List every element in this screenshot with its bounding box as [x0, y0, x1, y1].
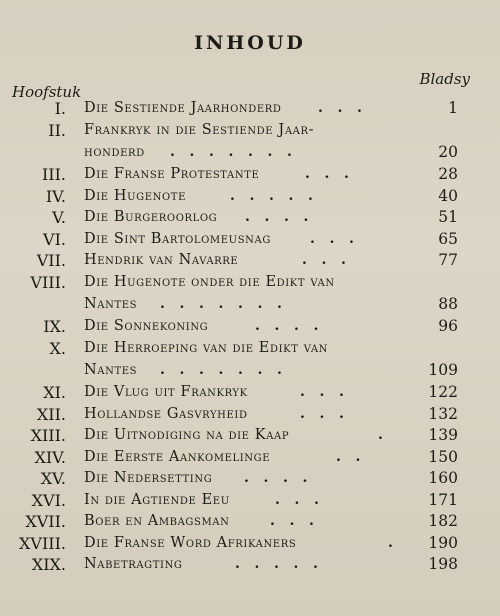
dot-leader: . . . . . . . [170, 144, 292, 160]
page-number: 132 [428, 404, 458, 423]
chapter-number: XVII. [25, 512, 66, 531]
toc-entry [0, 316, 500, 338]
toc-entry-continuation [0, 293, 500, 316]
toc-entry [0, 447, 500, 469]
chapter-title: Hollandse Gasvryheid [84, 405, 248, 422]
chapter-number: II. [48, 120, 66, 140]
dot-leader: . . . [310, 230, 354, 247]
page-number: 109 [428, 361, 458, 379]
chapter-title: In die Agtiende Eeu [84, 491, 230, 508]
toc-entry-continuation [0, 359, 500, 382]
chapter-number: XV. [40, 469, 66, 488]
dot-leader: . . . [300, 384, 344, 400]
toc-entry [0, 207, 500, 229]
page-number: 51 [438, 208, 458, 226]
chapter-title: Die Franse Word Afrikaners [84, 534, 297, 551]
chapter-number: XVI. [31, 490, 66, 510]
chapter-number: VIII. [30, 272, 66, 292]
dot-leader: . . . . . . . [160, 362, 282, 378]
chapter-number: III. [41, 165, 66, 184]
chapter-number: X. [49, 338, 66, 358]
dot-leader: . [388, 534, 393, 551]
dot-leader: . . . [305, 166, 349, 182]
toc-entry [0, 533, 500, 555]
chapter-number: XIV. [34, 447, 66, 467]
chapter-title: Die Sonnekoning [84, 318, 209, 334]
chapter-number: V. [52, 208, 66, 227]
toc-entry [0, 468, 500, 490]
toc-entry [0, 120, 500, 142]
toc-entry [0, 425, 500, 447]
chapter-number: IV. [45, 186, 66, 206]
chapter-title: Die Uitnodiging na die Kaap [84, 427, 290, 443]
toc-entry [0, 272, 500, 294]
chapter-title: Die Hugenote [84, 187, 186, 204]
dot-leader: . . . [275, 491, 319, 508]
chapter-title: Die Burgeroorlog [84, 209, 218, 225]
page-column-header: Bladsy [419, 70, 470, 88]
chapter-title: Die Franse Protestante [84, 166, 260, 182]
chapter-title-continuation: honderd [84, 144, 145, 160]
toc-entry [0, 338, 500, 360]
chapter-title: Die Herroeping van die Edikt van [84, 339, 329, 356]
chapter-title: Die Vlug uit Frankryk [84, 384, 248, 400]
chapter-title-continuation: Nantes [84, 296, 138, 312]
toc-entry [0, 250, 500, 272]
page-number: 198 [428, 555, 458, 573]
page-number: 20 [438, 143, 458, 161]
chapter-title: Frankryk in die Sestiende Jaar- [84, 121, 315, 138]
page-number: 139 [428, 426, 458, 444]
chapter-number: I. [54, 99, 66, 118]
chapter-title: Die Eerste Aankomelinge [84, 448, 271, 465]
chapter-number: VI. [43, 229, 66, 249]
dot-leader: . . [336, 448, 361, 465]
chapter-title: Boer en Ambagsman [84, 513, 230, 529]
page-number: 77 [438, 251, 458, 269]
dot-leader: . . . [300, 405, 344, 422]
toc-entry-continuation [0, 141, 500, 164]
chapter-title: Die Nedersetting [84, 470, 213, 486]
dot-leader: . . . [302, 252, 346, 268]
dot-leader: . [378, 427, 383, 443]
page-number: 182 [428, 512, 458, 530]
page-number: 122 [428, 383, 458, 401]
page-number: 150 [428, 447, 458, 466]
table-of-contents [0, 98, 500, 576]
chapter-title: Die Hugenote onder die Edikt van [84, 273, 335, 290]
page-number: 1 [448, 99, 458, 117]
chapter-number: XII. [36, 404, 66, 424]
chapter-number: IX. [43, 317, 66, 336]
toc-entry [0, 229, 500, 251]
dot-leader: . . . . [245, 209, 309, 225]
dot-leader: . . . [318, 100, 362, 116]
page-number: 160 [428, 469, 458, 487]
toc-entry [0, 164, 500, 186]
page-number: 190 [428, 533, 458, 552]
chapter-column-header: Hoofstuk [12, 83, 82, 101]
toc-entry [0, 490, 500, 512]
dot-leader: . . . . [244, 470, 308, 486]
toc-entry [0, 186, 500, 208]
chapter-title-continuation: Nantes [84, 362, 138, 378]
chapter-title: Hendrik van Navarre [84, 252, 239, 268]
chapter-number: XIII. [30, 426, 66, 445]
page-number: 65 [438, 229, 458, 248]
chapter-number: VII. [36, 251, 66, 270]
page-number: 28 [438, 165, 458, 183]
dot-leader: . . . [270, 513, 314, 529]
dot-leader: . . . . . [235, 556, 318, 572]
chapter-title: Nabetragting [84, 556, 183, 572]
toc-entry [0, 98, 500, 120]
toc-entry [0, 382, 500, 404]
toc-entry [0, 404, 500, 426]
dot-leader: . . . . . . . [160, 296, 282, 312]
page-number: 40 [438, 186, 458, 205]
dot-leader: . . . . . [230, 187, 313, 204]
chapter-number: XVIII. [19, 533, 66, 553]
page-title: INHOUD [194, 32, 306, 54]
toc-entry [0, 554, 500, 576]
toc-entry [0, 511, 500, 533]
dot-leader: . . . . [255, 318, 319, 334]
page-number: 88 [438, 295, 458, 313]
chapter-number: XI. [43, 383, 66, 402]
chapter-title: Die Sestiende Jaarhonderd [84, 100, 282, 116]
page-number: 96 [438, 317, 458, 335]
page-number: 171 [428, 490, 458, 509]
chapter-number: XIX. [31, 555, 66, 574]
chapter-title: Die Sint Bartolomeusnag [84, 230, 271, 247]
